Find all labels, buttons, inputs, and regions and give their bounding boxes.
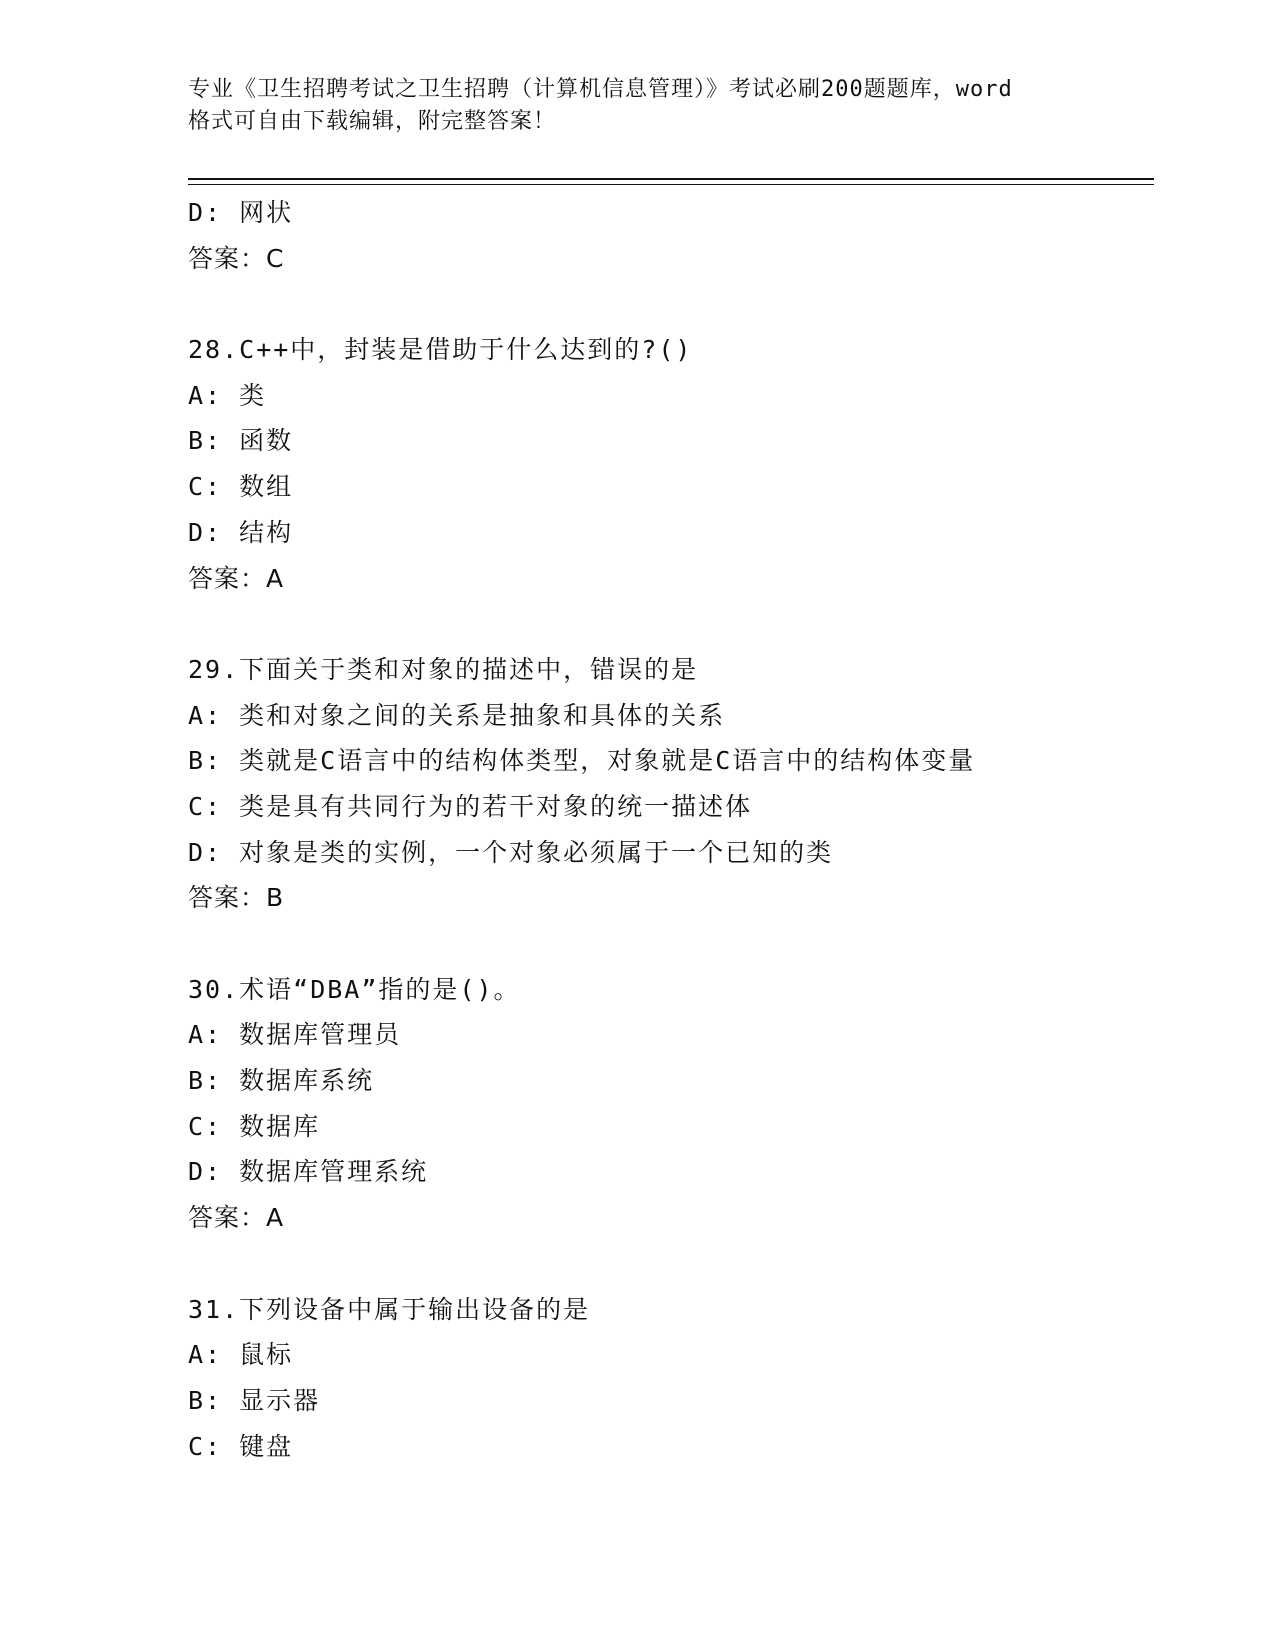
- option-c: C: 数据库: [188, 1111, 321, 1141]
- option-a: A: 类: [188, 380, 267, 410]
- answer: 答案：C: [188, 243, 285, 273]
- question-30: [188, 967, 1154, 1241]
- question-text: 29.下面关于类和对象的描述中，错误的是: [188, 654, 699, 684]
- option-c: C: 键盘: [188, 1431, 294, 1461]
- header-divider: [188, 178, 1154, 185]
- question-27-tail: [188, 190, 1154, 281]
- option-b: B: 显示器: [188, 1385, 321, 1415]
- option-a: A: 数据库管理员: [188, 1020, 402, 1050]
- question-29: [188, 647, 1154, 921]
- header-line-1: 专业《卫生招聘考试之卫生招聘（计算机信息管理）》考试必刷200题题库，word: [188, 77, 1013, 102]
- option-a: A: 类和对象之间的关系是抽象和具体的关系: [188, 700, 726, 730]
- option-d: D: 对象是类的实例，一个对象必须属于一个已知的类: [188, 837, 834, 867]
- answer: 答案：A: [188, 1203, 285, 1233]
- option-c: C: 类是具有共同行为的若干对象的统一描述体: [188, 791, 753, 821]
- option-d: D: 网状: [188, 198, 294, 227]
- option-b: B: 函数: [188, 426, 294, 456]
- option-d: D: 结构: [188, 517, 294, 547]
- option-d: D: 数据库管理系统: [188, 1157, 429, 1187]
- question-28: [188, 327, 1154, 601]
- page-header: [188, 74, 1088, 138]
- question-list: [188, 190, 1154, 1469]
- question-text: 28.C++中，封装是借助于什么达到的?(): [188, 335, 693, 365]
- option-b: B: 数据库系统: [188, 1066, 375, 1096]
- question-text: 31.下列设备中属于输出设备的是: [188, 1294, 591, 1324]
- option-b: B: 类就是C语言中的结构体类型，对象就是C语言中的结构体变量: [188, 746, 976, 776]
- option-a: A: 鼠标: [188, 1340, 294, 1370]
- answer: 答案：B: [188, 883, 285, 913]
- option-c: C: 数组: [188, 472, 294, 502]
- header-line-2: 格式可自由下载编辑，附完整答案！: [188, 109, 557, 134]
- question-31: [188, 1287, 1154, 1470]
- question-text: 30.术语“DBA”指的是()。: [188, 974, 521, 1004]
- answer: 答案：A: [188, 563, 285, 593]
